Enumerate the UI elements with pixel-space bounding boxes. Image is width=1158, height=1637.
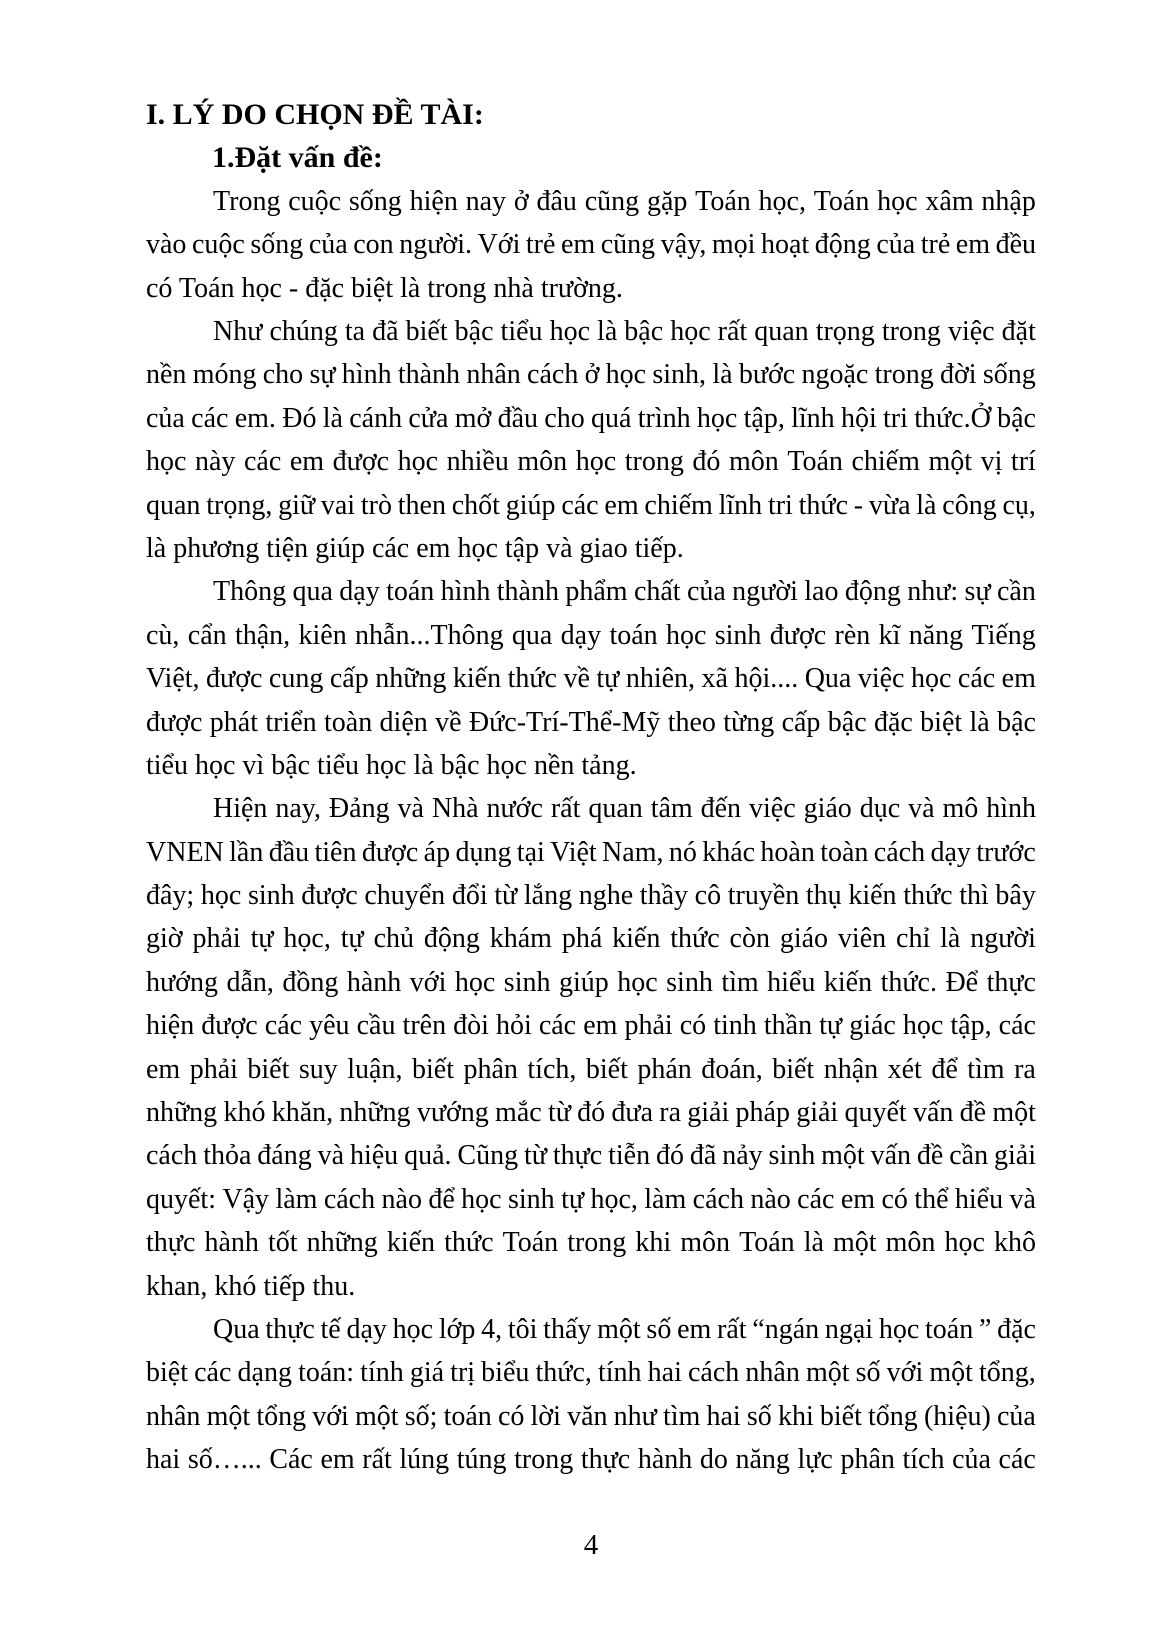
text-line: những khó khăn, những vướng mắc từ đó đưa ra giải pháp giải quyết vấn đề một	[146, 1097, 1036, 1129]
page-number: 4	[583, 1529, 599, 1561]
paragraph	[146, 1308, 1036, 1482]
text-line: khan, khó tiếp thu.	[146, 1270, 356, 1302]
text-line: Việt, được cung cấp những kiến thức về tự nhiên, xã hội.... Qua việc học các em	[146, 663, 1036, 695]
text-line: giờ phải tự học, tự chủ động khám phá kiến thức còn giáo viên chỉ là người	[146, 923, 1036, 955]
paragraph	[146, 570, 1036, 787]
document-content	[146, 93, 1036, 1482]
text-line: học này các em được học nhiều môn học trong đó môn Toán chiếm một vị trí	[146, 446, 1036, 478]
text-line: cách thỏa đáng và hiệu quả. Cũng từ thực tiễn đó đã nảy sinh một vấn đề cần giải	[146, 1140, 1036, 1172]
text-line: thực hành tốt những kiến thức Toán trong khi môn Toán là một môn học khô	[146, 1227, 1036, 1259]
text-line: Hiện nay, Đảng và Nhà nước rất quan tâm đến việc giáo dục và mô hình	[213, 793, 1036, 825]
text-line: được phát triển toàn diện về Đức-Trí-Thể-Mỹ theo từng cấp bậc đặc biệt là bậc	[146, 706, 1036, 738]
text-line: vào cuộc sống của con người. Với trẻ em cũng vậy, mọi hoạt động của trẻ em đều	[146, 229, 1036, 261]
text-line: là phương tiện giúp các em học tập và giao tiếp.	[146, 532, 684, 564]
text-line: VNEN lần đầu tiên được áp dụng tại Việt Nam, nó khác hoàn toàn cách dạy trước	[146, 836, 1036, 868]
text-line: quyết: Vậy làm cách nào để học sinh tự học, làm cách nào các em có thể hiểu và	[146, 1183, 1036, 1215]
text-line: tiểu học vì bậc tiểu học là bậc học nền tảng.	[146, 749, 637, 781]
text-line: biệt các dạng toán: tính giá trị biểu thức, tính hai cách nhân một số với một tổng,	[146, 1357, 1036, 1389]
paragraph	[146, 787, 1036, 1308]
text-line: Qua thực tế dạy học lớp 4, tôi thấy một số em rất “ngán ngại học toán ” đặc	[213, 1313, 1036, 1345]
text-line: Như chúng ta đã biết bậc tiểu học là bậc học rất quan trọng trong việc đặt	[213, 315, 1036, 347]
paragraph	[146, 310, 1036, 570]
text-line: nền móng cho sự hình thành nhân cách ở học sinh, là bước ngoặc trong đời sống	[146, 359, 1036, 391]
text-line: em phải biết suy luận, biết phân tích, biết phán đoán, biết nhận xét để tìm ra	[146, 1053, 1036, 1085]
page-footer	[146, 1524, 1036, 1567]
section-heading: I. LÝ DO CHỌN ĐỀ TÀI:	[146, 98, 484, 131]
paragraph	[146, 180, 1036, 310]
text-line: đây; học sinh được chuyển đổi từ lắng nghe thầy cô truyền thụ kiến thức thì bây	[146, 880, 1036, 912]
paragraphs-container	[146, 180, 1036, 1482]
text-line: Trong cuộc sống hiện nay ở đâu cũng gặp Toán học, Toán học xâm nhập	[213, 185, 1036, 217]
text-line: hiện được các yêu cầu trên đòi hỏi các em phải có tinh thần tự giác học tập, các	[146, 1010, 1036, 1042]
text-line: cù, cẩn thận, kiên nhẫn...Thông qua dạy toán học sinh được rèn kĩ năng Tiếng	[146, 619, 1036, 651]
text-line: Thông qua dạy toán hình thành phẩm chất của người lao động như: sự cần	[213, 576, 1036, 608]
text-line: nhân một tổng với một số; toán có lời văn như tìm hai số khi biết tổng (hiệu) của	[146, 1400, 1036, 1432]
text-line: hai số…... Các em rất lúng túng trong thực hành do năng lực phân tích của các	[146, 1444, 1036, 1476]
text-line: quan trọng, giữ vai trò then chốt giúp các em chiếm lĩnh tri thức - vừa là công cụ,	[146, 489, 1036, 521]
text-line: hướng dẫn, đồng hành với học sinh giúp học sinh tìm hiểu kiến thức. Để thực	[146, 966, 1036, 998]
text-line: của các em. Đó là cánh cửa mở đầu cho quá trình học tập, lĩnh hội tri thức.Ở bậc	[146, 402, 1036, 434]
subsection-heading: 1.Đặt vấn đề:	[212, 141, 383, 175]
text-line: có Toán học - đặc biệt là trong nhà trường.	[146, 272, 623, 304]
